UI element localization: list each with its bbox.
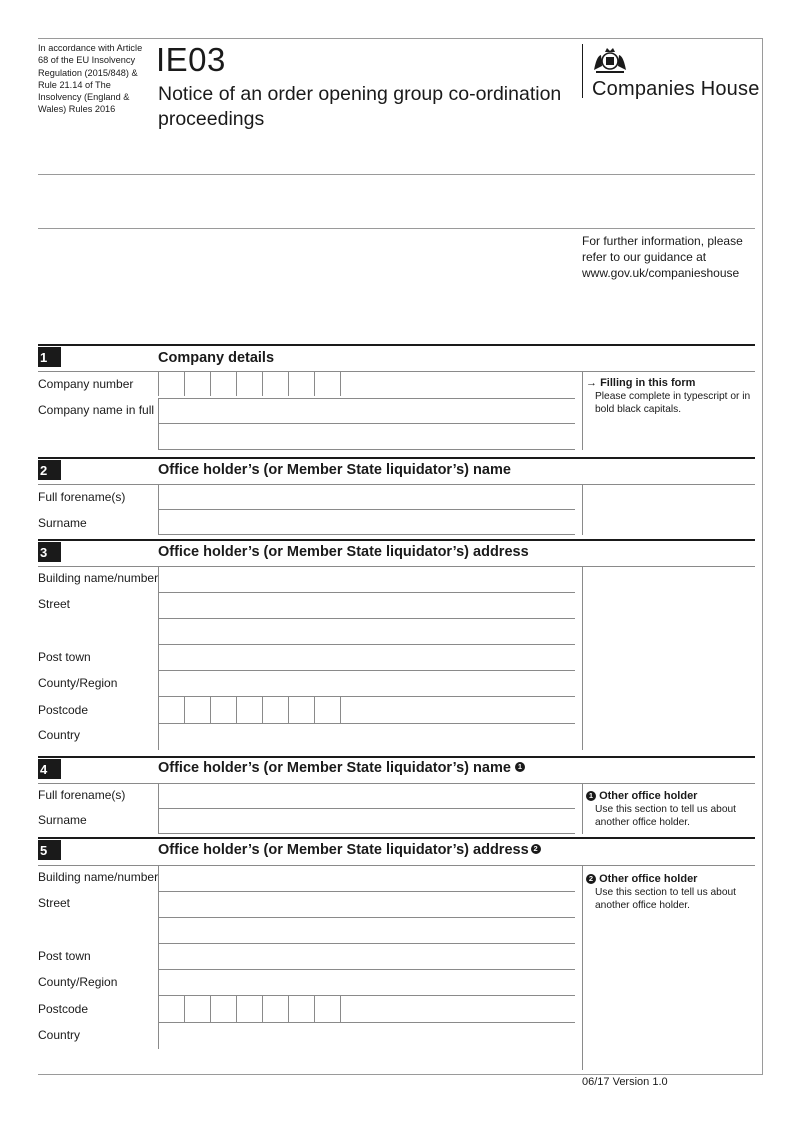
company-number-boxes[interactable] — [158, 372, 366, 396]
post-town-field[interactable] — [158, 645, 575, 671]
arrow-right-icon: → — [586, 377, 601, 389]
county-field[interactable] — [158, 671, 575, 697]
section-title-office-holder-name: Office holder’s (or Member State liquidator’s) name — [158, 462, 511, 478]
label-surname: Surname — [38, 516, 87, 530]
street-field[interactable] — [158, 892, 575, 918]
note-marker: 2 — [531, 844, 541, 854]
forename-field[interactable] — [158, 485, 575, 510]
postcode-boxes[interactable] — [158, 697, 366, 723]
country-field[interactable] — [158, 1023, 159, 1049]
label-county: County/Region — [38, 975, 118, 989]
label-street: Street — [38, 896, 71, 910]
label-company-name: Company name in full — [38, 403, 155, 417]
page-border-right — [762, 38, 763, 1075]
street-field[interactable] — [158, 593, 575, 619]
legal-reference: In accordance with Article 68 of the EU Insolvency Regulation (2015/848) & Rule 21.14 of The Insolvency (England & Wales) Rules 2016 — [38, 43, 143, 115]
filling-in-text: Please complete in typescript or in bold black capitals. — [595, 391, 751, 415]
sidebar-border — [582, 866, 583, 1070]
section-title-other-office-holder-name: Office holder’s (or Member State liquidator’s) name 1 — [158, 760, 525, 776]
building-field[interactable] — [158, 866, 575, 892]
page-border-bottom — [38, 1074, 763, 1075]
postcode-boxes[interactable] — [158, 996, 366, 1022]
section-number: 5 — [38, 840, 61, 860]
divider — [158, 1022, 575, 1023]
section-rule — [38, 344, 755, 346]
building-field[interactable] — [158, 567, 575, 593]
version-footer: 06/17 Version 1.0 — [582, 1076, 668, 1088]
section-title-office-holder-address: Office holder’s (or Member State liquidator’s) address — [158, 544, 529, 560]
form-title: Notice of an order opening group co-ordination proceedings — [158, 83, 562, 130]
company-name-field-line2[interactable] — [158, 424, 575, 450]
post-town-field[interactable] — [158, 944, 575, 970]
street-field-line2[interactable] — [158, 918, 575, 944]
forename-field[interactable] — [158, 784, 575, 809]
companies-house-logo-text: Companies House — [592, 78, 760, 100]
section-number: 4 — [38, 759, 61, 779]
label-county: County/Region — [38, 676, 118, 690]
section-rule — [38, 837, 755, 839]
label-country: Country — [38, 728, 81, 742]
divider — [38, 174, 755, 175]
county-field[interactable] — [158, 970, 575, 996]
page-border-top — [38, 38, 763, 39]
form-code: IE03 — [156, 41, 226, 78]
street-field-line2[interactable] — [158, 619, 575, 645]
filling-in-title: → Filling in this form — [586, 377, 696, 389]
section-number: 3 — [38, 542, 61, 562]
other-office-holder-text: Use this section to tell us about another office holder. — [595, 887, 737, 911]
label-post-town: Post town — [38, 949, 91, 963]
label-company-number: Company number — [38, 377, 134, 391]
surname-field[interactable] — [158, 809, 575, 834]
other-office-holder-text: Use this section to tell us about another office holder. — [595, 804, 737, 828]
section-rule — [38, 457, 755, 459]
royal-crest-icon — [590, 44, 630, 76]
other-office-holder-title: 1 Other office holder — [586, 790, 697, 802]
label-country: Country — [38, 1028, 81, 1042]
label-surname: Surname — [38, 813, 87, 827]
section-rule — [38, 756, 755, 758]
other-office-holder-title: 2 Other office holder — [586, 873, 697, 885]
section-number: 2 — [38, 460, 61, 480]
section-rule — [38, 539, 755, 541]
section-title-other-office-holder-address: Office holder’s (or Member State liquidator’s) address 2 — [158, 842, 541, 858]
section-number: 1 — [38, 347, 61, 367]
section-title-company-details: Company details — [158, 350, 275, 366]
sidebar-border — [582, 372, 583, 450]
company-name-field[interactable] — [158, 398, 575, 424]
divider — [38, 228, 755, 229]
sidebar-border — [582, 567, 583, 750]
label-forename: Full forename(s) — [38, 788, 126, 802]
label-building: Building name/number — [38, 571, 159, 585]
divider — [158, 723, 575, 724]
logo-divider — [582, 44, 583, 98]
label-postcode: Postcode — [38, 1002, 89, 1016]
label-forename: Full forename(s) — [38, 490, 126, 504]
further-info: For further information, please refer to our guidance at www.gov.uk/companieshouse — [582, 234, 743, 281]
label-building: Building name/number — [38, 870, 159, 884]
sidebar-border — [582, 485, 583, 535]
surname-field[interactable] — [158, 510, 575, 535]
label-postcode: Postcode — [38, 703, 89, 717]
label-street: Street — [38, 597, 71, 611]
note-marker: 1 — [515, 762, 525, 772]
country-field[interactable] — [158, 724, 159, 750]
sidebar-border — [582, 784, 583, 834]
divider — [38, 371, 755, 372]
label-post-town: Post town — [38, 650, 91, 664]
